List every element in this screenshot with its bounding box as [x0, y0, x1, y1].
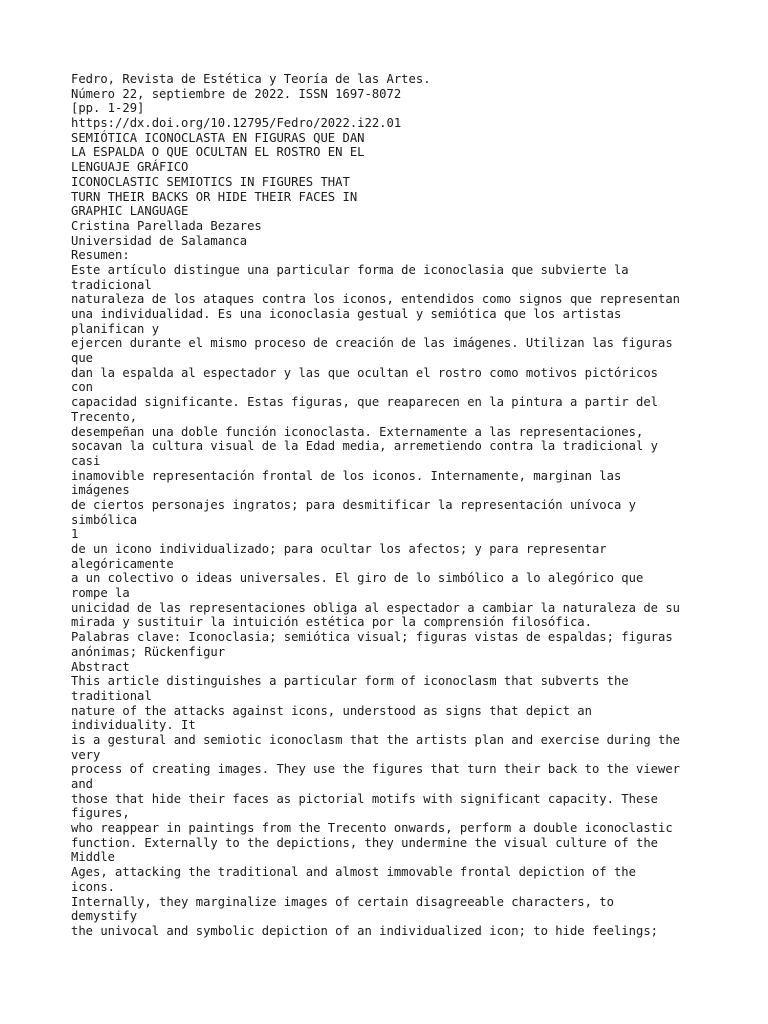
text-line: anónimas; Rückenfigur — [71, 644, 226, 659]
text-line: icons. — [71, 879, 116, 894]
text-line: Middle — [71, 850, 116, 865]
text-line: simbólica — [71, 512, 138, 527]
text-line: Fedro, Revista de Estética y Teoría de las Artes. — [71, 72, 431, 86]
text-line: [pp. 1-29] — [71, 101, 145, 116]
text-line: que — [71, 351, 94, 366]
text-line: Número 22, septiembre de 2022. ISSN 1697-8072 — [71, 86, 402, 101]
document-page — [71, 72, 751, 939]
text-line: 1 — [71, 527, 79, 542]
text-line: de un icono individualizado; para ocultar los afectos; y para representar — [71, 542, 607, 556]
text-line: LA ESPALDA O QUE OCULTAN EL ROSTRO EN EL — [71, 145, 365, 160]
text-line: Palabras clave: Iconoclasia; semiótica visual; figuras vistas de espaldas; figuras — [71, 630, 673, 645]
text-line: Abstract — [71, 659, 130, 674]
text-line: Trecento, — [71, 409, 138, 424]
text-line: casi — [71, 453, 101, 468]
text-line: Universidad de Salamanca — [71, 233, 248, 248]
text-line: capacidad significante. Estas figuras, que reaparecen en la pintura a partir del — [71, 395, 658, 410]
text-line: inamovible representación frontal de los iconos. Internamente, marginan las — [71, 468, 622, 483]
text-line: those that hide their faces as pictorial motifs with significant capacity. These — [71, 791, 658, 806]
text-line: https://dx.doi.org/10.12795/Fedro/2022.i22.01 — [71, 116, 402, 131]
text-line: the univocal and symbolic depiction of an individualized icon; to hide feelings; — [71, 923, 658, 938]
text-line: SEMIÓTICA ICONOCLASTA EN FIGURAS QUE DAN — [71, 130, 365, 145]
text-line: GRAPHIC LANGUAGE — [71, 204, 189, 219]
text-line: who reappear in paintings from the Trecento onwards, perform a double iconoclastic — [71, 821, 673, 836]
text-line: rompe la — [71, 586, 130, 601]
text-line: Ages, attacking the traditional and almost immovable frontal depiction of the — [71, 865, 636, 880]
text-line: traditional — [71, 688, 152, 703]
text-line: de ciertos personajes ingratos; para desmitificar la representación unívoca y — [71, 497, 636, 512]
text-line: function. Externally to the depictions, they undermine the visual culture of the — [71, 835, 658, 850]
text-line: demystify — [71, 909, 138, 924]
text-line: and — [71, 777, 94, 791]
text-line: nature of the attacks against icons, understood as signs that depict an — [71, 703, 592, 718]
text-line: con — [71, 380, 94, 395]
text-line: individuality. It — [71, 718, 196, 733]
text-line: Resumen: — [71, 248, 130, 263]
text-line: ICONOCLASTIC SEMIOTICS IN FIGURES THAT — [71, 174, 350, 189]
text-line: desempeñan una doble función iconoclasta. Externamente a las representaciones, — [71, 424, 644, 439]
text-line: planifican y — [71, 321, 160, 336]
text-line: Cristina Parellada Bezares — [71, 218, 262, 233]
text-line: imágenes — [71, 483, 130, 498]
text-line: naturaleza de los ataques contra los iconos, entendidos como signos que representan — [71, 292, 681, 307]
text-line: This article distinguishes a particular form of iconoclasm that subverts the — [71, 674, 629, 689]
text-line: is a gestural and semiotic iconoclasm that the artists plan and exercise during the — [71, 732, 681, 747]
text-line: LENGUAJE GRÁFICO — [71, 160, 189, 175]
text-line: una individualidad. Es una iconoclasia gestual y semiótica que los artistas — [71, 307, 622, 321]
text-line: alegóricamente — [71, 556, 174, 571]
text-line: socavan la cultura visual de la Edad media, arremetiendo contra la tradicional y — [71, 439, 658, 454]
text-line: unicidad de las representaciones obliga al espectador a cambiar la naturaleza de su — [71, 600, 681, 615]
text-line: ejercen durante el mismo proceso de creación de las imágenes. Utilizan las figuras — [71, 336, 673, 351]
text-line: very — [71, 747, 101, 762]
text-line: figures, — [71, 806, 130, 821]
text-line: TURN THEIR BACKS OR HIDE THEIR FACES IN — [71, 189, 358, 204]
text-line: mirada y sustituir la intuición estética por la comprensión filosófica. — [71, 615, 592, 630]
text-line: a un colectivo o ideas universales. El giro de lo simbólico a lo alegórico que — [71, 571, 644, 586]
text-line: Internally, they marginalize images of certain disagreeable characters, to — [71, 894, 614, 909]
text-line: process of creating images. They use the figures that turn their back to the viewer — [71, 762, 681, 777]
text-line: dan la espalda al espectador y las que ocultan el rostro como motivos pictóricos — [71, 365, 658, 380]
text-line: Este artículo distingue una particular forma de iconoclasia que subvierte la — [71, 262, 629, 277]
text-line: tradicional — [71, 277, 152, 292]
